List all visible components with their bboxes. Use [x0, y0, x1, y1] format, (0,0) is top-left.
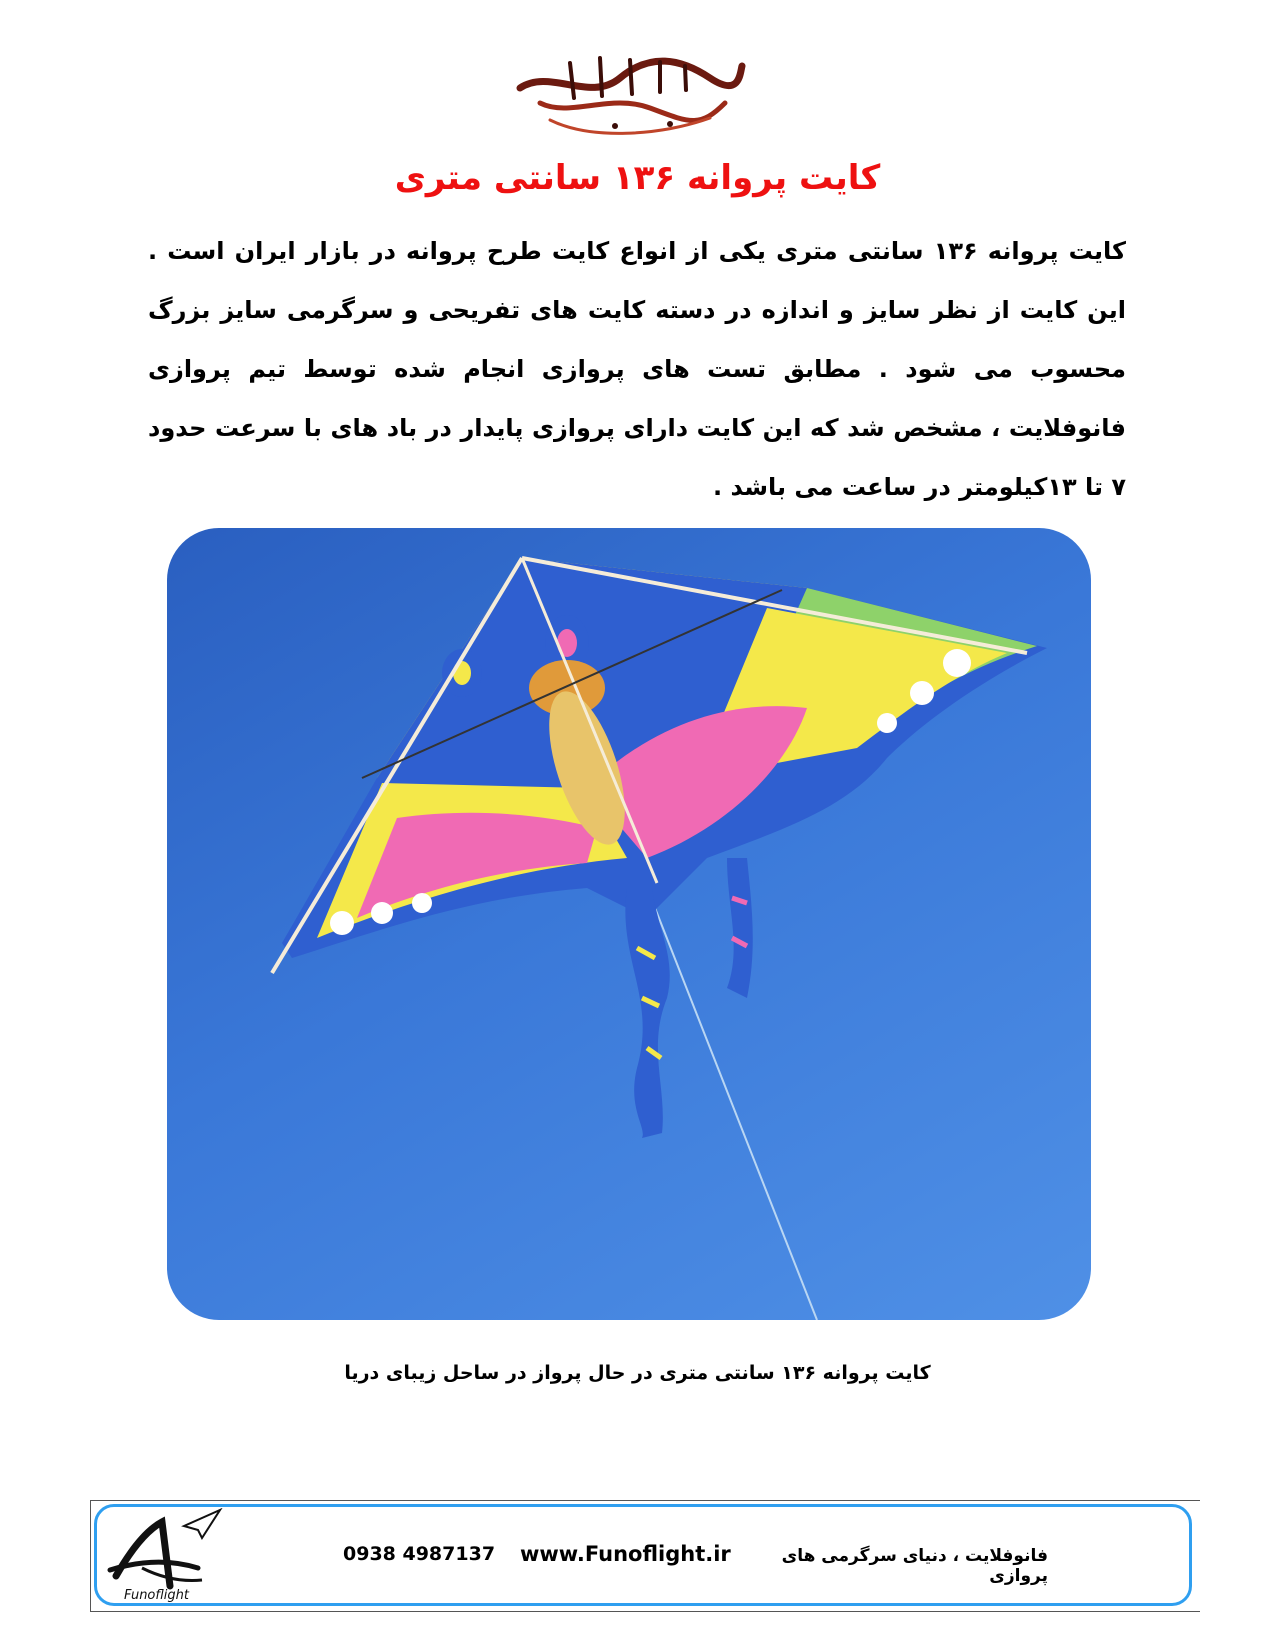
page-title: کایت پروانه ۱۳۶ سانتی متری [394, 158, 881, 198]
bismillah-calligraphy [510, 48, 750, 143]
body-paragraph: کایت پروانه ۱۳۶ سانتی متری یکی از انواع کایت طرح پروانه در بازار ایران است . این کایت از نظر سایز و اندازه در دسته کایت های تفریحی و سرگرمی سایز بزرگ محسوب می شود . مطابق تست های پروازی انجام شده توسط تیم پروازی فانوفلایت ، مشخص شد که این کایت دارای پروازی پایدار در باد های با سرعت حدود ۷ تا ۱۳کیلومتر در ساعت می باشد . [148, 237, 1126, 501]
footer-divider-top [90, 1500, 1200, 1501]
footer-tagline: فانوفلایت ، دنیای سرگرمی های پروازی [781, 1546, 1048, 1586]
footer-phone: 0938 4987137 [343, 1543, 496, 1565]
footer-divider-bottom [90, 1611, 1200, 1612]
footer-logo-text: Funoflight [124, 1588, 189, 1603]
footer-website-link[interactable]: www.Funoflight.ir [520, 1542, 731, 1566]
photo-caption: کایت پروانه ۱۳۶ سانتی متری در حال پرواز در ساحل زیبای دریا [344, 1362, 931, 1384]
kite-photo [167, 528, 1091, 1320]
footer-divider-left [90, 1500, 91, 1612]
